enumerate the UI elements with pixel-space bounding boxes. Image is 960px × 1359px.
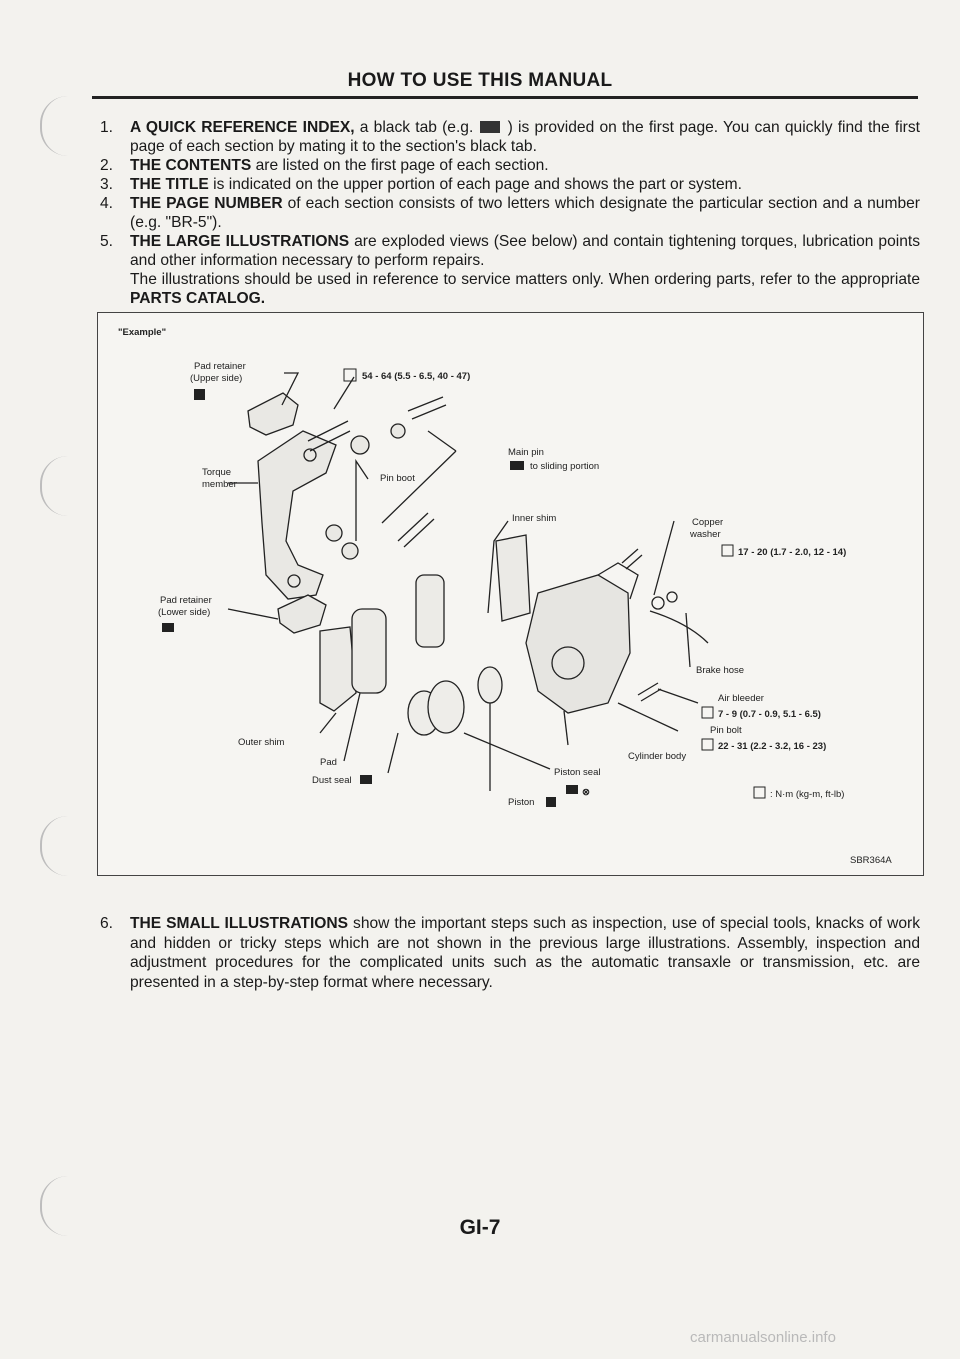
torque-icon [702, 707, 713, 718]
list-item: 2. THE CONTENTS are listed on the first page of each section. [100, 157, 549, 174]
replace-icon: ⊗ [582, 787, 590, 798]
list-item: 4. THE PAGE NUMBER of each section consists of two letters which designate the particular section and a number (e.g. "BR-5"). [100, 195, 921, 231]
outer-shim-shape [320, 627, 356, 711]
page-title: HOW TO USE THIS MANUAL [347, 70, 613, 91]
list-item-6: 6. THE SMALL ILLUSTRATIONS show the important steps such as inspection, use of special tools, knacks of work and hidden or tricky steps which are not shown in the previous large illustrations. Assembly, inspection and adjustment procedures for the complicated units such as the automatic transaxle or transmission, etc. are presented in a step-by-step format where necessary. [100, 915, 920, 991]
label-copper: Copper [692, 517, 724, 528]
label-piston: Piston [508, 797, 535, 808]
figure-code: SBR364A [850, 855, 892, 866]
label-pad: Pad [320, 757, 337, 768]
torque-icon [722, 545, 733, 556]
label-torque-air: 7 - 9 (0.7 - 0.9, 5.1 - 6.5) [718, 709, 821, 720]
label-brake-hose: Brake hose [696, 665, 745, 676]
watermark: carmanualsonline.info [690, 1329, 836, 1346]
label-cylinder-body: Cylinder body [628, 751, 687, 762]
binder-hole [40, 96, 68, 156]
brake-exploded-view [98, 313, 923, 875]
label-outer-shim: Outer shim [238, 737, 285, 748]
label-lower-side: (Lower side) [158, 607, 211, 618]
page-number: GI-7 [459, 1216, 501, 1239]
title-rule [92, 96, 918, 99]
label-units: : N·m (kg-m, ft-lb) [770, 789, 845, 800]
label-torque-top: 54 - 64 (5.5 - 6.5, 40 - 47) [362, 371, 471, 382]
torque-icon [344, 369, 356, 381]
label-dust-seal: Dust seal [312, 775, 352, 786]
list-item: 3. THE TITLE is indicated on the upper portion of each page and shows the part or system. [100, 176, 742, 193]
grease-icon [360, 775, 372, 784]
pad-retainer-lower-shape [278, 595, 326, 633]
example-label: "Example" [118, 327, 167, 338]
service-symbol-icon [546, 797, 556, 807]
torque-icon [754, 787, 765, 798]
inner-shim-shape [496, 535, 530, 621]
label-torque-copper: 17 - 20 (1.7 - 2.0, 12 - 14) [738, 547, 847, 558]
label-pad-retainer-upper: Pad retainer [194, 361, 246, 372]
label-upper-side: (Upper side) [190, 373, 243, 384]
label-main-pin: Main pin [508, 447, 544, 458]
grease-icon [510, 461, 524, 470]
binder-hole [40, 816, 68, 876]
label-washer: washer [690, 529, 721, 540]
pad-shape [352, 609, 386, 693]
list-item: 1. A QUICK REFERENCE INDEX, a black tab (e.g. ) is provided on the first page. You can quickly find the first page of each section by mating it to the section's black tab. [100, 119, 920, 155]
label-inner-shim: Inner shim [512, 513, 557, 524]
label-torque-member: Torque [202, 467, 232, 478]
grease-icon [162, 623, 174, 632]
pad-retainer-upper-shape [248, 393, 298, 435]
label-member: member [202, 479, 237, 490]
list-item: 5. THE LARGE ILLUSTRATIONS are exploded views (See below) and contain tightening torques, lubrication points and other information necessary to perform repairs. The illustrations should be used in reference to service matters only. When ordering parts, refer to the appropriate PARTS CATALOG. [100, 233, 921, 307]
grease-icon [566, 785, 578, 794]
instruction-list [100, 118, 920, 308]
label-piston-seal: Piston seal [554, 767, 601, 778]
black-tab-icon [480, 121, 500, 133]
torque-icon [702, 739, 713, 750]
example-illustration [97, 312, 924, 876]
label-air-bleeder: Air bleeder [718, 693, 764, 704]
cylinder-body-shape [526, 575, 630, 713]
label-pad-retainer-lower: Pad retainer [160, 595, 212, 606]
label-to-sliding: to sliding portion [530, 461, 600, 472]
service-symbol-icon [194, 389, 205, 400]
label-pin-boot: Pin boot [380, 473, 415, 484]
label-pin-bolt: Pin bolt [710, 725, 742, 736]
label-torque-pin-bolt: 22 - 31 (2.2 - 3.2, 16 - 23) [718, 741, 827, 752]
torque-member-shape [258, 431, 336, 599]
binder-hole [40, 456, 68, 516]
